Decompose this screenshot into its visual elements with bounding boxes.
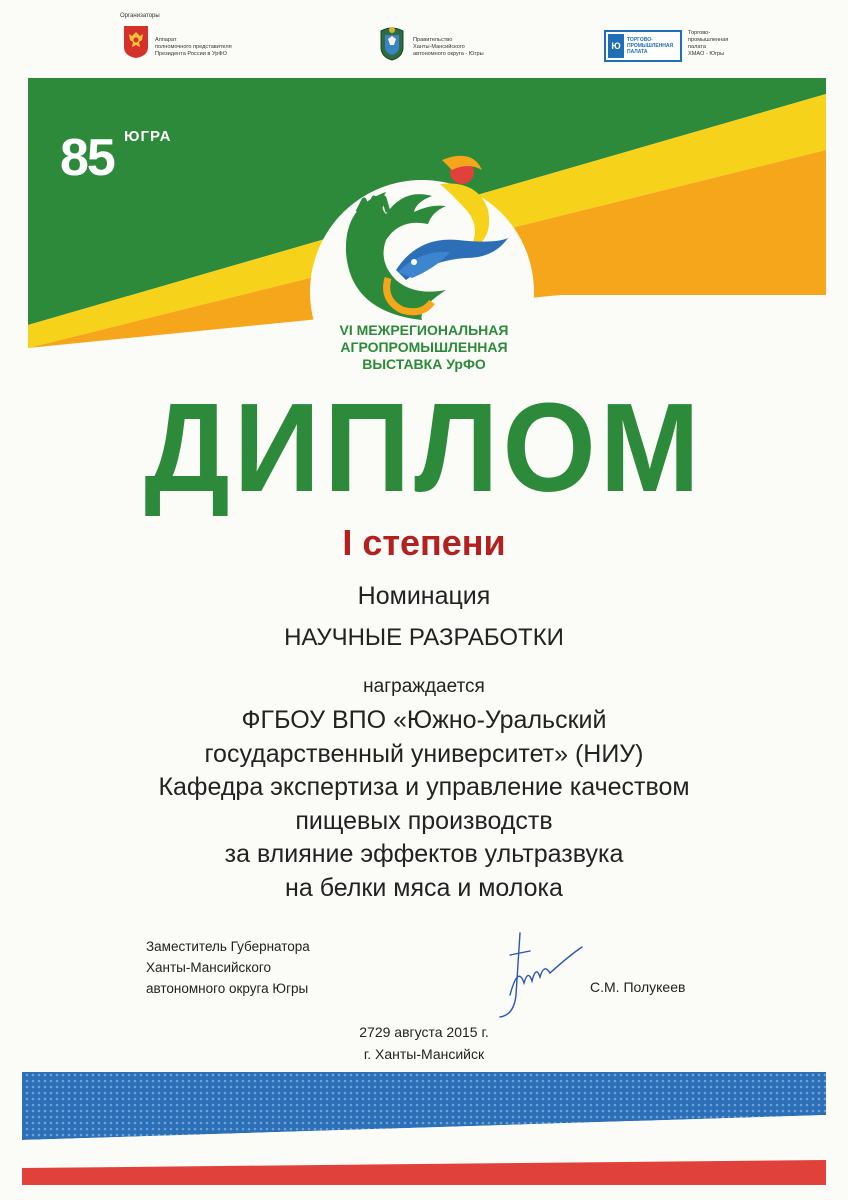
signatory-title-line: автономного округа Югры	[146, 981, 309, 996]
organizer-line: палата	[688, 44, 707, 50]
signatory-title-line: Ханты-Мансийского	[146, 960, 271, 975]
nomination-label: Номинация	[357, 582, 491, 610]
signatory-title	[146, 936, 310, 999]
chamber-logo-text: ПАЛАТА	[627, 49, 648, 55]
organizers-label: Организаторы	[120, 13, 160, 19]
organizer-line: автономного округа - Югры	[413, 51, 484, 57]
recipient-block	[0, 704, 848, 905]
exhibition-title-line: VI МЕЖРЕГИОНАЛЬНАЯ	[339, 322, 509, 338]
recipient-line: пищевых производств	[295, 806, 553, 835]
chamber-logo-mark: Ю	[608, 34, 624, 58]
recipient-line: государственный университет» (НИУ)	[204, 739, 644, 768]
organizer-line: Ханты-Мансийского	[413, 44, 465, 50]
nomination-value: НАУЧНЫЕ РАЗРАБОТКИ	[284, 624, 564, 651]
date-line: 2729 августа 2015 г.	[359, 1024, 489, 1040]
recipient-line: на белки мяса и молока	[285, 873, 563, 902]
exhibition-title	[0, 322, 848, 373]
handwritten-signature	[470, 925, 600, 1025]
anniversary-number: 85	[60, 129, 114, 187]
organizer-line: Торгово-	[688, 30, 711, 36]
exhibition-emblem-icon	[322, 140, 522, 340]
awarded-label: награждается	[363, 676, 485, 697]
diploma-degree: I степени	[342, 522, 506, 563]
exhibition-title-line: ВЫСТАВКА УрФО	[362, 356, 486, 372]
recipient-line: ФГБОУ ВПО «Южно-Уральский	[241, 706, 607, 734]
chamber-logo-text: ПРОМЫШЛЕННАЯ	[627, 43, 674, 49]
recipient-line: за влияние эффектов ультразвука	[224, 840, 624, 868]
organizer-chamber-of-commerce	[604, 30, 798, 62]
organizer-line: Президента России в УрФО	[155, 51, 227, 57]
date-place	[0, 1021, 848, 1065]
organizer-line: Аппарат	[155, 37, 177, 43]
exhibition-title-line: АГРОПРОМЫШЛЕННАЯ	[340, 339, 508, 355]
anniversary-word: ЮГРА	[124, 128, 172, 145]
diploma-title: ДИПЛОМ	[144, 377, 704, 519]
place-line: г. Ханты-Мансийск	[363, 1046, 485, 1062]
yugra-85-logo	[60, 128, 172, 188]
organizer-presidential-envoy	[123, 25, 265, 59]
organizer-khmao-government	[377, 25, 523, 61]
signatory-title-line: Заместитель Губернатора	[146, 939, 310, 954]
organizer-line: полномочного представителя	[155, 44, 232, 50]
chamber-of-commerce-logo	[604, 30, 682, 62]
organizer-line: промышленная	[688, 37, 729, 43]
organizer-line: ХМАО - Югры	[688, 51, 725, 57]
signatory-name: С.М. Полукеев	[590, 979, 686, 995]
russia-coat-of-arms-icon	[123, 25, 149, 59]
recipient-line: Кафедра экспертиза и управление качеством	[158, 773, 690, 801]
organizer-line: Правительство	[413, 37, 453, 43]
footer-band	[0, 1060, 848, 1200]
chamber-logo-text: ТОРГОВО-	[627, 37, 653, 43]
khmao-coat-of-arms-icon	[377, 25, 407, 61]
